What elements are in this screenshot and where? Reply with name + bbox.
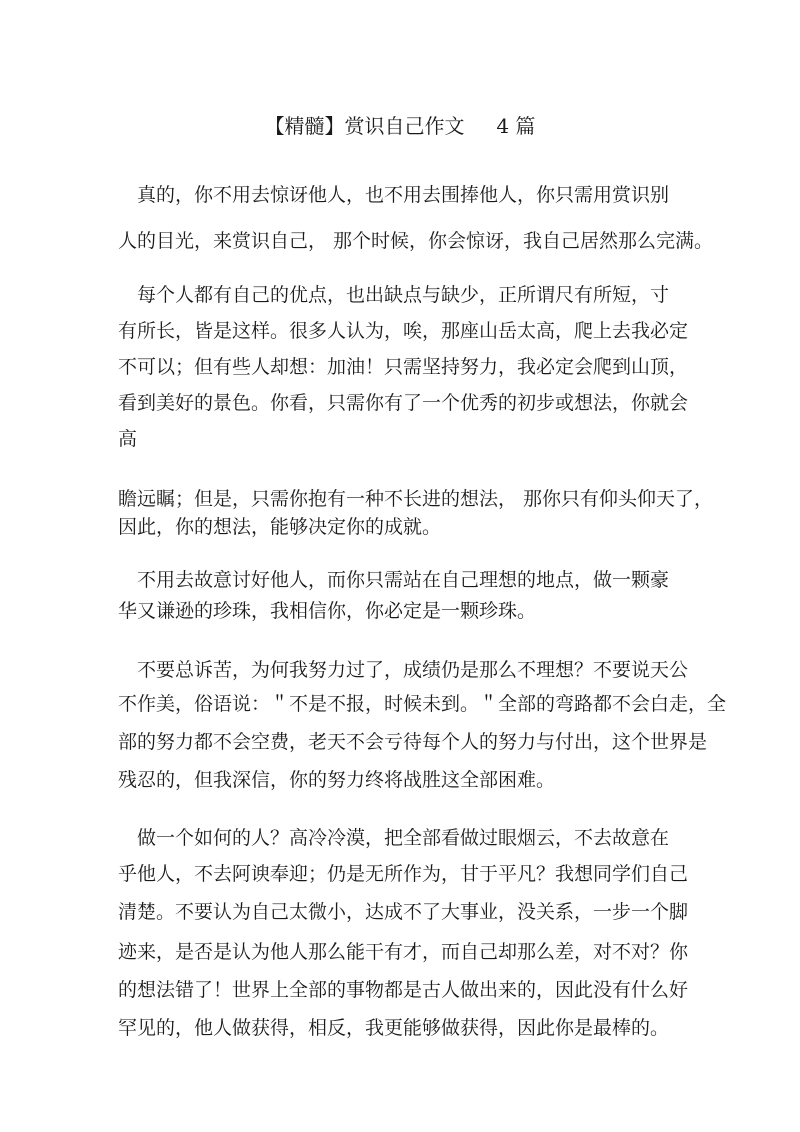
paragraph-line: 瞻远瞩；但是，只需你抱有一种不长进的想法， 那你只有仰头仰天了， bbox=[118, 488, 714, 510]
paragraph-line: 高 bbox=[118, 428, 138, 450]
paragraph-line: 做一个如何的人？高冷冷漠，把全部看做过眼烟云，不去故意在 bbox=[118, 827, 670, 849]
paragraph-line: 因此，你的想法，能够决定你的成就。 bbox=[118, 516, 442, 538]
paragraph-line: 残忍的，但我深信，你的努力终将战胜这全部困难。 bbox=[118, 769, 556, 791]
paragraph-line: 清楚。不要认为自己太微小，达成不了大事业，没关系，一步一个脚 bbox=[118, 901, 689, 923]
paragraph-line: 不用去故意讨好他人，而你只需站在自己理想的地点，做一颗豪 bbox=[118, 569, 670, 591]
paragraph-line: 不要总诉苦，为何我努力过了，成绩仍是那么不理想？不要说天公 bbox=[118, 659, 689, 681]
document-title: 【精髓】赏识自己作文 4 篇 bbox=[264, 114, 536, 138]
paragraph-line: 有所长，皆是这样。很多人认为，唉，那座山岳太高，爬上去我必定 bbox=[118, 320, 689, 342]
paragraph-line: 每个人都有自己的优点，也出缺点与缺少，正所谓尺有所短，寸 bbox=[118, 284, 670, 306]
paragraph-line: 不作美，俗语说：＂不是不报，时候未到。＂全部的弯路都不会白走，全 bbox=[118, 693, 727, 715]
paragraph-line: 真的，你不用去惊讶他人，也不用去围捧他人，你只需用赏识别 bbox=[118, 184, 670, 206]
paragraph-line: 乎他人，不去阿谀奉迎；仍是无所作为，甘于平凡？我想同学们自己 bbox=[118, 863, 689, 885]
paragraph-line: 人的目光，来赏识自己， 那个时候，你会惊讶，我自己居然那么完满。 bbox=[118, 230, 714, 252]
paragraph-line: 不可以；但有些人却想：加油！只需坚持努力，我必定会爬到山顶， bbox=[118, 356, 689, 378]
paragraph-line: 罕见的，他人做获得，相反，我更能够做获得，因此你是最棒的。 bbox=[118, 1017, 670, 1039]
paragraph-line: 迹来，是否是认为他人那么能干有才，而自己却那么差，对不对？你 bbox=[118, 941, 689, 963]
paragraph-line: 部的努力都不会空费，老天不会亏待每个人的努力与付出，这个世界是 bbox=[118, 731, 708, 753]
paragraph-line: 看到美好的景色。你看，只需你有了一个优秀的初步或想法，你就会 bbox=[118, 392, 689, 414]
paragraph-line: 华又谦逊的珍珠，我相信你，你必定是一颗珍珠。 bbox=[118, 600, 537, 622]
paragraph-line: 的想法错了！世界上全部的事物都是古人做出来的，因此没有什么好 bbox=[118, 979, 689, 1001]
